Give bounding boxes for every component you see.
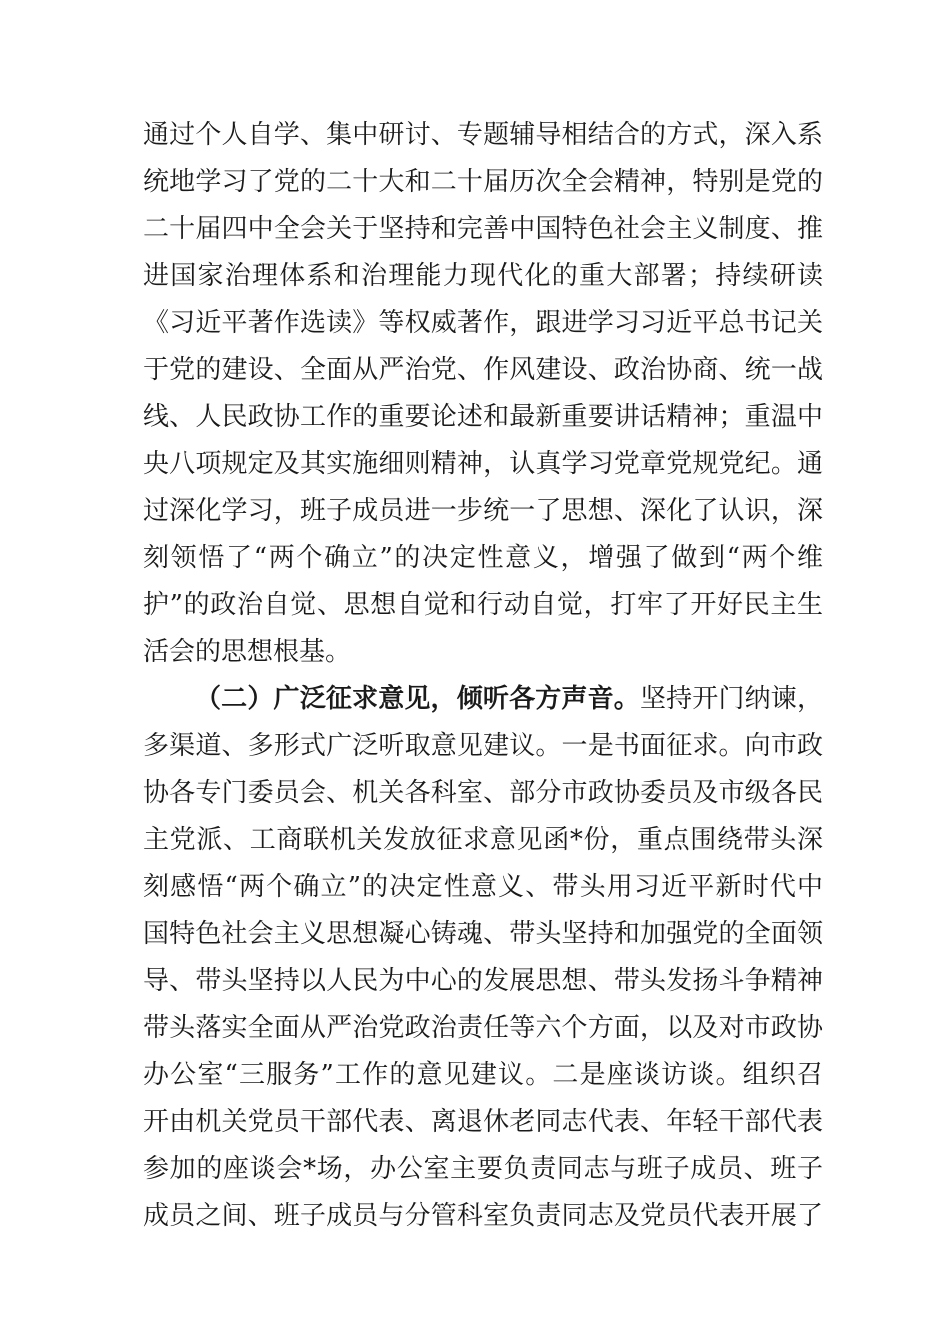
- paragraph-1-line: 央八项规定及其实施细则精神，认真学习党章党规党纪。通: [143, 449, 823, 479]
- section-heading: （二）广泛征求意见，倾听各方声音。: [195, 684, 640, 714]
- paragraph-2-line: 带头落实全面从严治党政治责任等六个方面，以及对市政协: [143, 1013, 823, 1043]
- paragraph-2-line: 开由机关党员干部代表、离退休老同志代表、年轻干部代表: [143, 1107, 823, 1137]
- paragraph-1-line: 《习近平著作选读》等权威著作，跟进学习习近平总书记关: [143, 308, 823, 338]
- paragraph-1-line: 进国家治理体系和治理能力现代化的重大部署；持续研读: [143, 261, 823, 291]
- paragraph-1-line: 通过个人自学、集中研讨、专题辅导相结合的方式，深入系: [143, 120, 823, 150]
- paragraph-1-line: 线、人民政协工作的重要论述和最新重要讲话精神；重温中: [143, 402, 823, 432]
- paragraph-2-line: 多渠道、多形式广泛听取意见建议。一是书面征求。向市政: [143, 731, 823, 761]
- paragraph-1-line: 过深化学习，班子成员进一步统一了思想、深化了认识，深: [143, 496, 823, 526]
- paragraph-2-line: 主党派、工商联机关发放征求意见函*份，重点围绕带头深: [143, 825, 823, 855]
- paragraph-1-line: 护”的政治自觉、思想自觉和行动自觉，打牢了开好民主生: [143, 590, 823, 620]
- paragraph-2: [143, 676, 823, 1240]
- paragraph-2-line: 协各专门委员会、机关各科室、部分市政协委员及市级各民: [143, 778, 823, 808]
- paragraph-1-line: 于党的建设、全面从严治党、作风建设、政治协商、统一战: [143, 355, 823, 385]
- paragraph-1-line: 统地学习了党的二十大和二十届历次全会精神，特别是党的: [143, 167, 823, 197]
- paragraph-2-line: 导、带头坚持以人民为中心的发展思想、带头发扬斗争精神: [143, 966, 823, 996]
- paragraph-2-first-line: [143, 676, 823, 723]
- document-body: [143, 112, 823, 1240]
- paragraph-1-line: 刻领悟了“两个确立”的决定性意义，增强了做到“两个维: [143, 543, 823, 573]
- paragraph-2-line: 国特色社会主义思想凝心铸魂、带头坚持和加强党的全面领: [143, 919, 823, 949]
- paragraph-1: [143, 112, 823, 676]
- paragraph-1-line: 二十届四中全会关于坚持和完善中国特色社会主义制度、推: [143, 214, 823, 244]
- paragraph-2-line: 办公室“三服务”工作的意见建议。二是座谈访谈。组织召: [143, 1060, 823, 1090]
- paragraph-2-first-line-text: 坚持开门纳谏，: [639, 684, 823, 714]
- paragraph-2-line: 参加的座谈会*场，办公室主要负责同志与班子成员、班子: [143, 1154, 823, 1184]
- paragraph-2-line: 成员之间、班子成员与分管科室负责同志及党员代表开展了: [143, 1201, 823, 1231]
- paragraph-1-line: 活会的思想根基。: [143, 637, 352, 667]
- paragraph-2-line: 刻感悟“两个确立”的决定性意义、带头用习近平新时代中: [143, 872, 823, 902]
